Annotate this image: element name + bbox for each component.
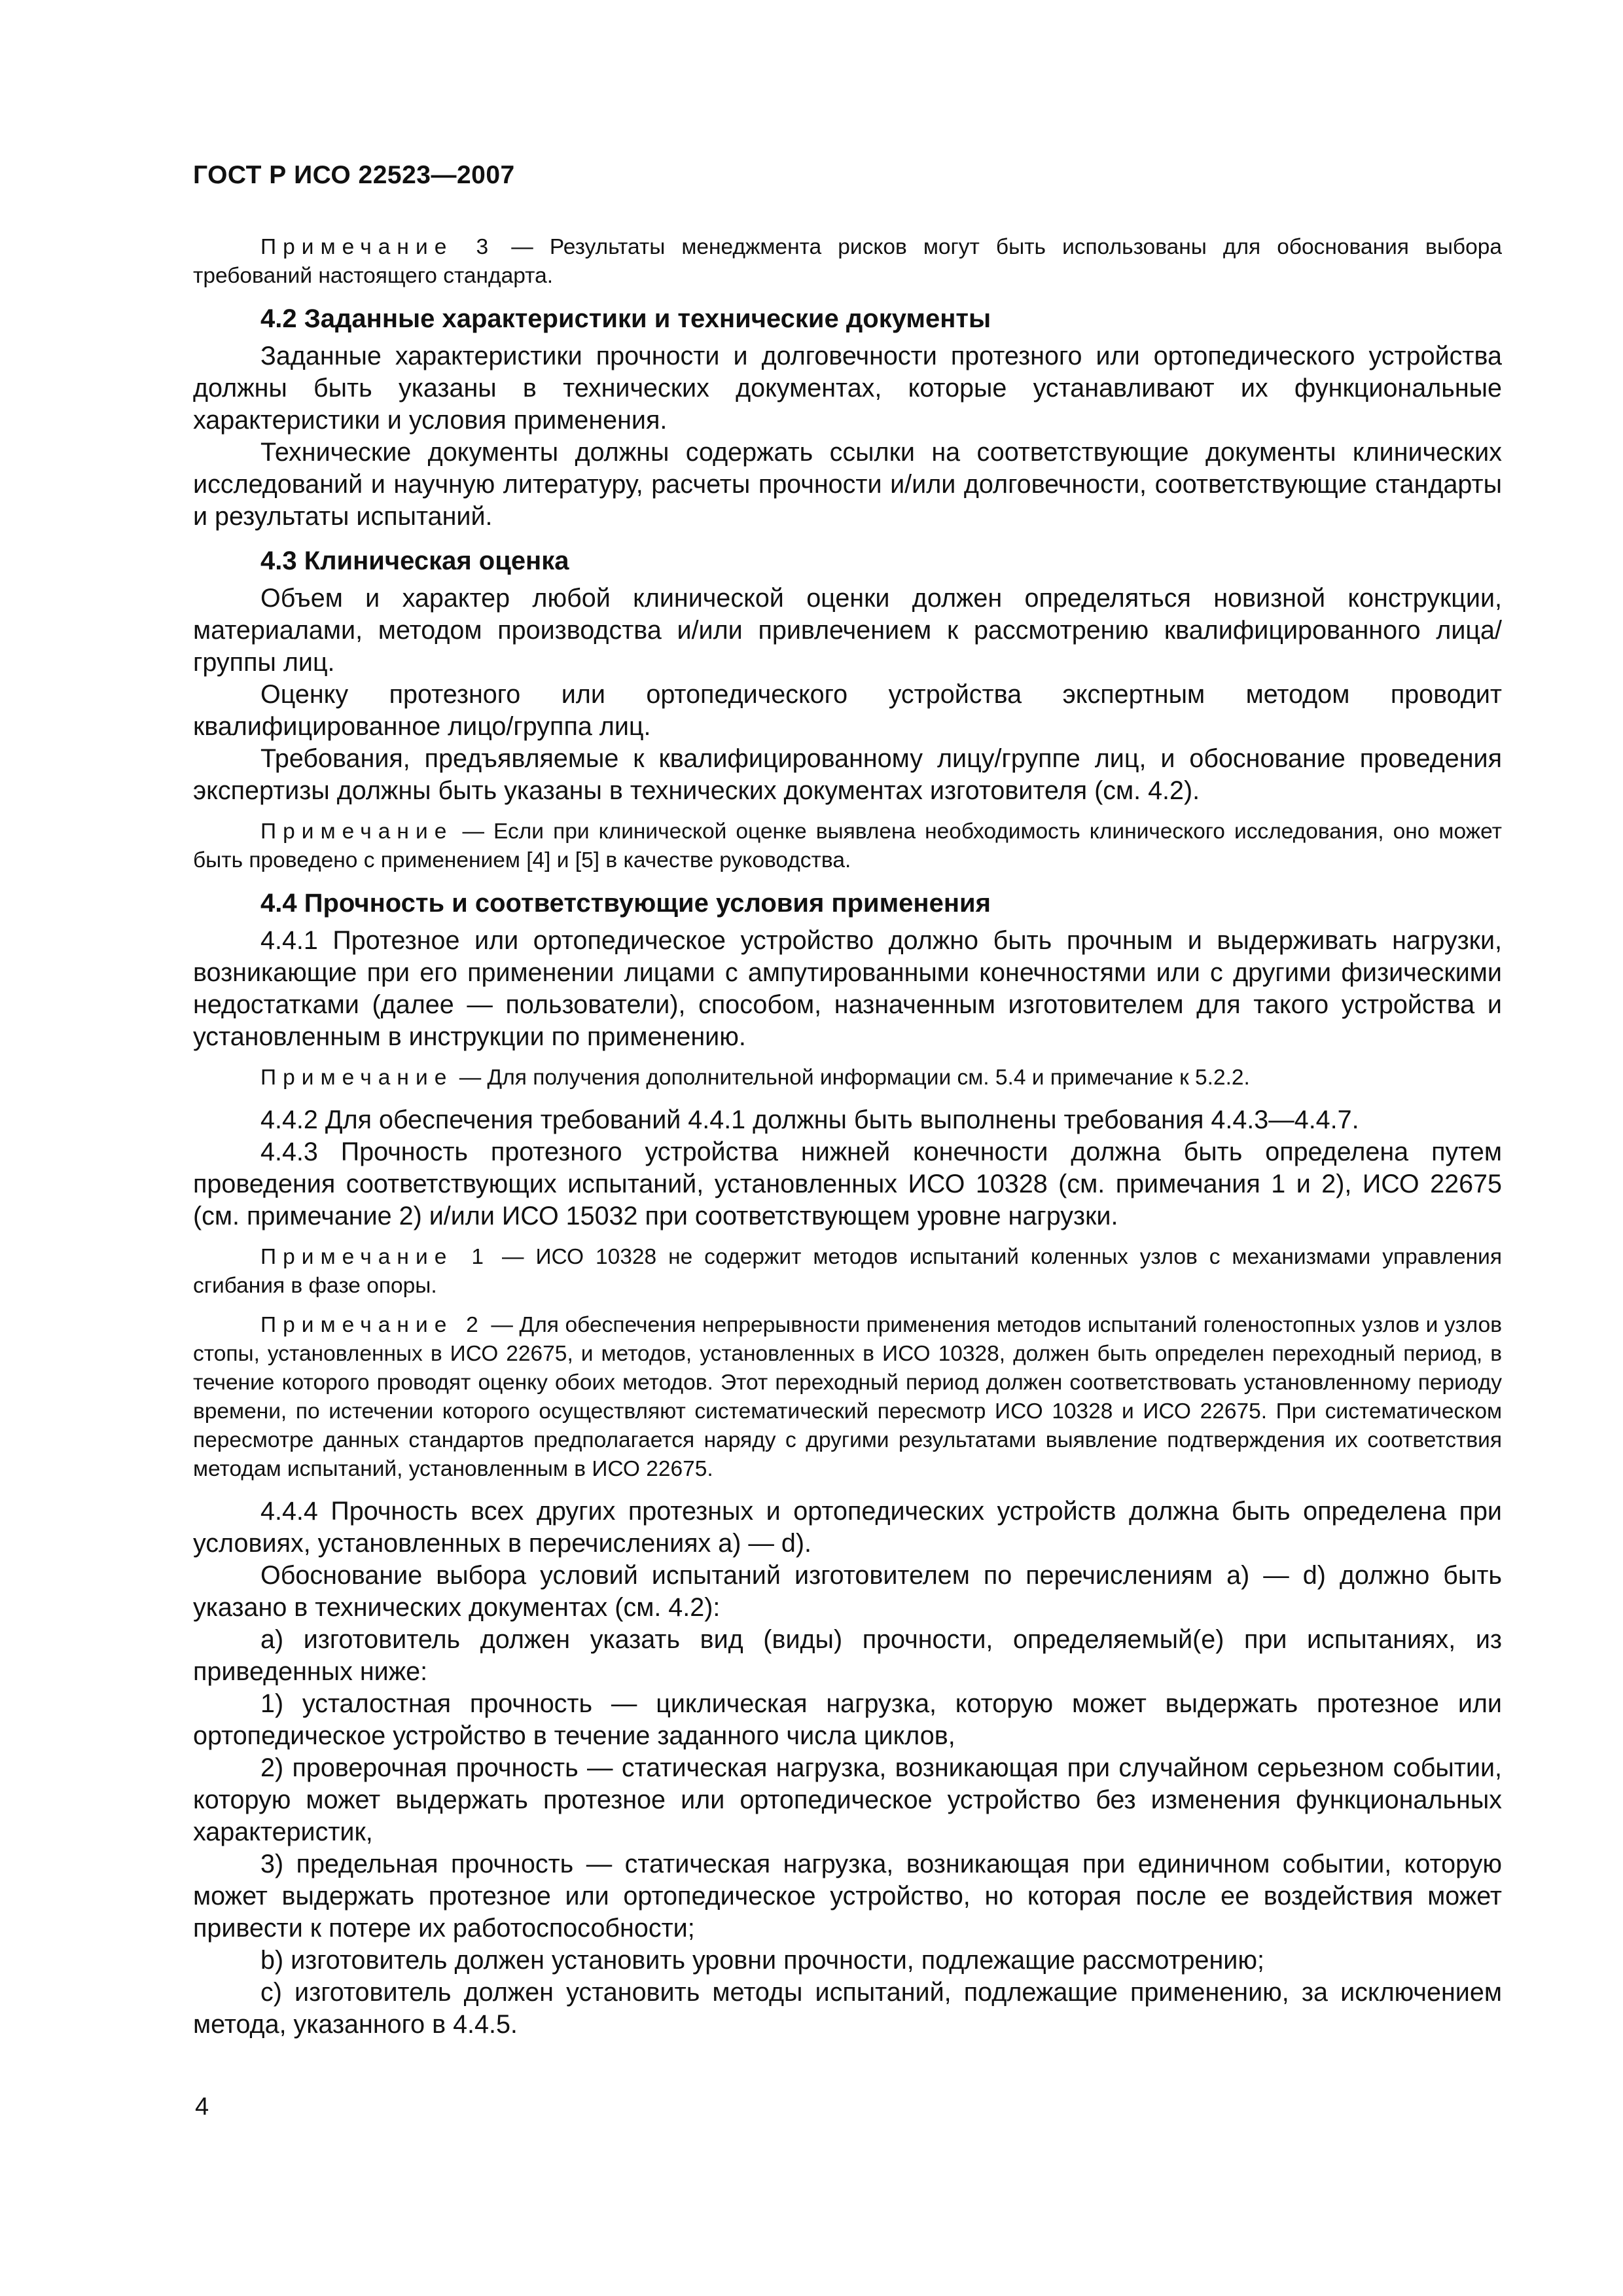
section-heading-4-2: 4.2 Заданные характеристики и технические документы (260, 304, 991, 333)
list-item-2: 2) проверочная прочность — статическая нагрузка, возникающая при случайном серьезном событии, которую может выдержать протезное или ортопедическое устройство без изменения функциональных характеристик, (193, 1753, 1502, 1846)
list-item-c: c) изготовитель должен установить методы испытаний, подлежащие применению, за исключением метода, указанного в 4.4.5. (193, 1978, 1502, 2039)
note-text: — Если при клинической оценке выявлена необходимость клинического исследования, оно может быть проведено с применением [4] и [5] в качестве руководства. (193, 819, 1502, 872)
paragraph-4-4-1: 4.4.1 Протезное или ортопедическое устройство должно быть прочным и выдерживать нагрузки, возникающие при его применении лицами с ампутированными конечностями или с другими физическими недостатками (далее — пользователи), способом, назначенным изготовителем для такого устройства и установленным в инструкции по применению. (193, 926, 1502, 1051)
paragraph: Оценку протезного или ортопедического устройства экспертным методом проводит квалифицированное лицо/группа лиц. (193, 680, 1502, 741)
paragraph: Требования, предъявляемые к квалифицированному лицу/группе лиц, и обоснование проведения экспертизы должны быть указаны в технических документах изготовителя (см. 4.2). (193, 744, 1502, 805)
note-label: Примечание (260, 1066, 454, 1090)
note-label: Примечание 3 (260, 235, 495, 259)
paragraph-4-4-3: 4.4.3 Прочность протезного устройства нижней конечности должна быть определена путем проведения соответствующих испытаний, установленных ИСО 10328 (см. примечания 1 и 2), ИСО 22675 (см. примечание 2) и/или ИСО 15032 при соответствующем уровне нагрузки. (193, 1138, 1502, 1230)
paragraph: Обоснование выбора условий испытаний изготовителем по перечислениям a) — d) должно быть указано в технических документах (см. 4.2): (193, 1561, 1502, 1622)
document-header: ГОСТ Р ИСО 22523—2007 (193, 161, 515, 189)
note-text: — Результаты менеджмента рисков могут быть использованы для обоснования выбора требований настоящего стандарта. (193, 235, 1502, 288)
note-2 (193, 1311, 1502, 1484)
note-clinical (193, 817, 1502, 875)
list-item-3: 3) предельная прочность — статическая нагрузка, возникающая при единичном событии, которую может выдержать протезное или ортопедическое устройство, но которая после ее воздействия может привести к потере их работоспособности; (193, 1850, 1502, 1943)
list-item-b: b) изготовитель должен установить уровни прочности, подлежащие рассмотрению; (260, 1946, 1264, 1975)
list-item-1: 1) усталостная прочность — циклическая нагрузка, которую может выдержать протезное или ортопедическое устройство в течение заданного числа циклов, (193, 1689, 1502, 1750)
note-label: Примечание 2 (260, 1313, 485, 1337)
note-label: Примечание (260, 819, 454, 844)
note-text: — Для получения дополнительной информации см. 5.4 и примечание к 5.2.2. (453, 1066, 1250, 1090)
note-label: Примечание 1 (260, 1245, 491, 1269)
note-1 (193, 1243, 1502, 1300)
list-item-a: a) изготовитель должен указать вид (виды) прочности, определяемый(е) при испытаниях, из приведенных ниже: (193, 1625, 1502, 1686)
paragraph-4-4-2: 4.4.2 Для обеспечения требований 4.4.1 должны быть выполнены требования 4.4.3—4.4.7. (260, 1105, 1359, 1134)
paragraph: Технические документы должны содержать ссылки на соответствующие документы клинических исследований и научную литературу, расчеты прочности и/или долговечности, соответствующие стандарты и результаты испытаний. (193, 438, 1502, 531)
paragraph: Объем и характер любой клинической оценки должен определяться новизной конструкции, материалами, методом производства и/или привлечением к рассмотрению квалифицированного лица/группы лиц. (193, 584, 1502, 677)
note-text: — Для обеспечения непрерывности применения методов испытаний голеностопных узлов и узлов стопы, установленных в ИСО 22675, и методов, установленных в ИСО 10328, должен быть определен переходный период, в течение которого проводят оценку обоих методов. Этот переходный период должен соответствовать установленному периоду времени, по истечении которого осуществляют систематический пересмотр ИСО 10328 и ИСО 22675. При систематическом пересмотре данных стандартов предполагается наряду с другими результатами выявление подтверждения их соответствия методам испытаний, установленным в ИСО 22675. (193, 1313, 1502, 1481)
paragraph-4-4-4: 4.4.4 Прочность всех других протезных и ортопедических устройств должна быть определена при условиях, установленных в перечислениях a) — d). (193, 1497, 1502, 1558)
note-3 (193, 233, 1502, 291)
page-content (193, 223, 1502, 2041)
note-text: — ИСО 10328 не содержит методов испытаний коленных узлов с механизмами управления сгибания в фазе опоры. (193, 1245, 1502, 1298)
section-heading-4-3: 4.3 Клиническая оценка (260, 547, 569, 575)
page-number: 4 (195, 2093, 209, 2121)
section-heading-4-4: 4.4 Прочность и соответствующие условия применения (260, 889, 991, 918)
note-info (193, 1064, 1502, 1092)
paragraph: Заданные характеристики прочности и долговечности протезного или ортопедического устройства должны быть указаны в технических документах, которые устанавливают их функциональные характеристики и условия применения. (193, 342, 1502, 435)
